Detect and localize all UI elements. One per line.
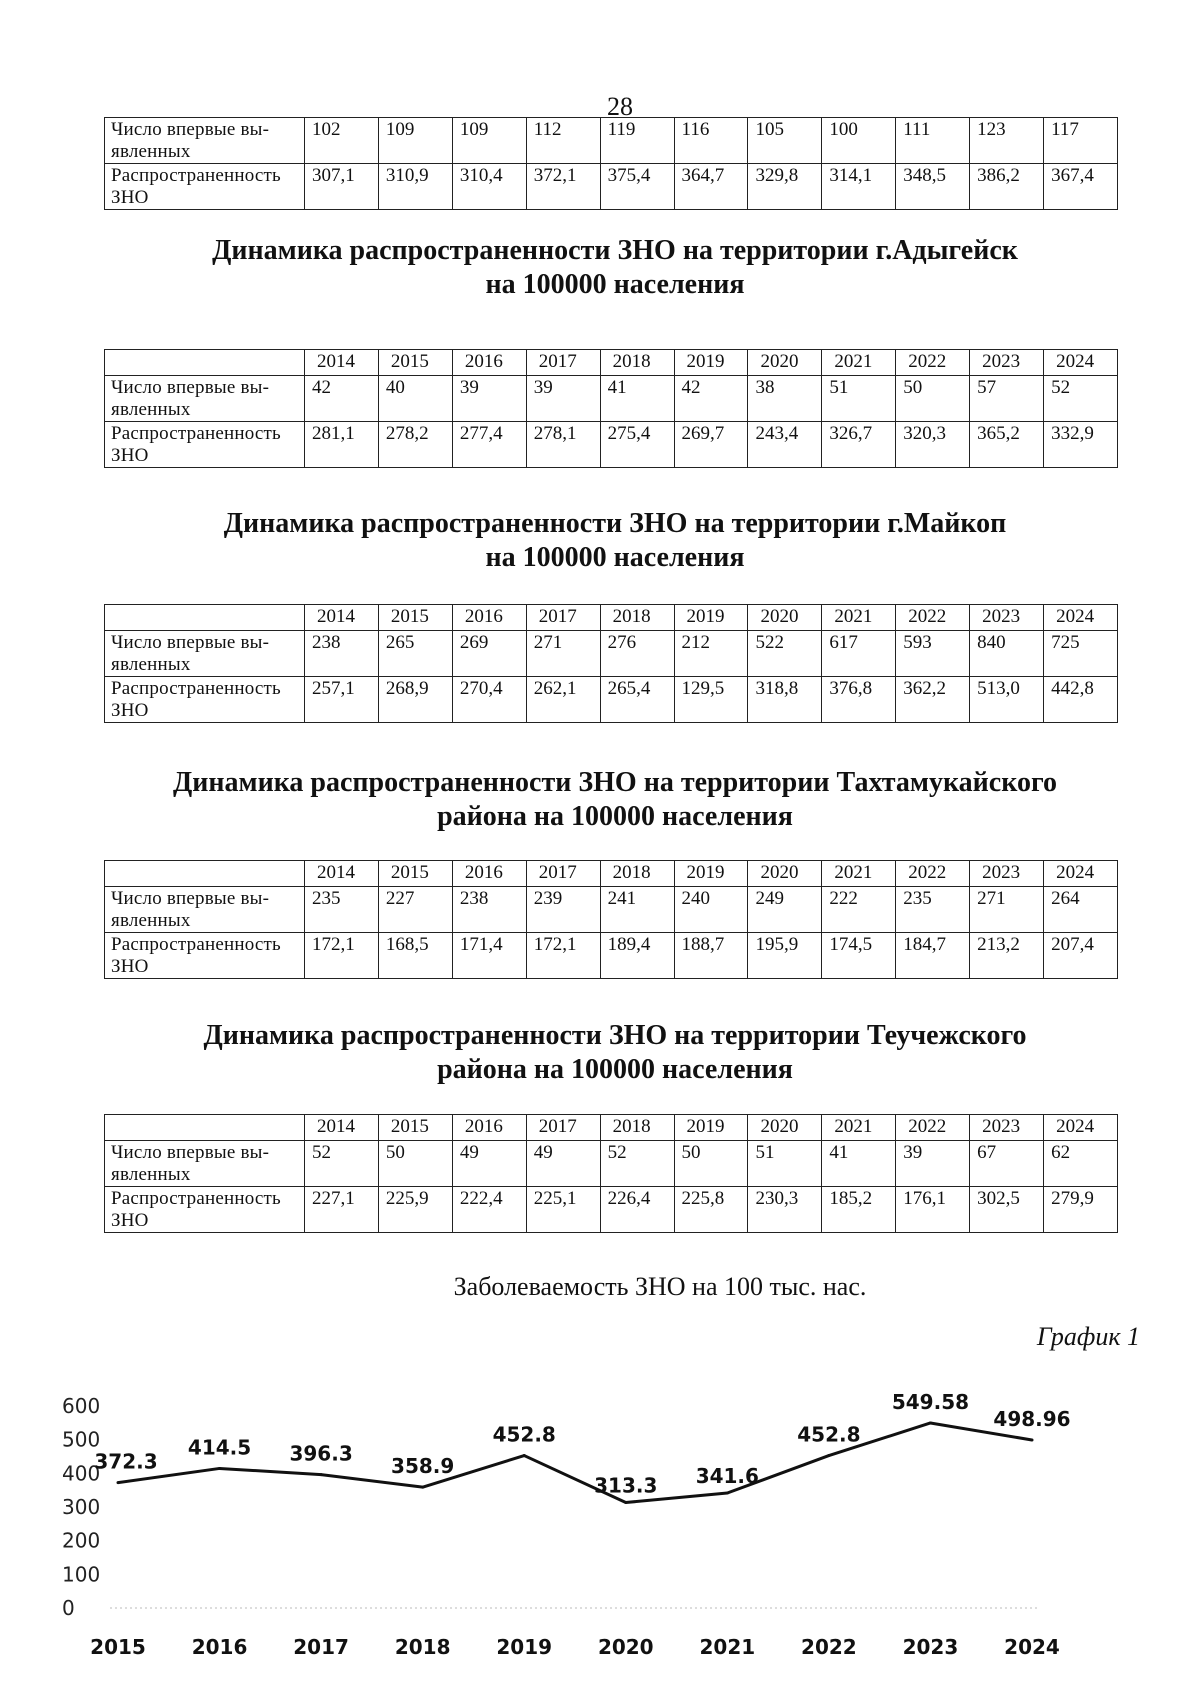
table-cell: 225,9 bbox=[378, 1187, 452, 1233]
row-label: Число впервые выявленных bbox=[105, 1141, 305, 1187]
year-header-cell: 2020 bbox=[748, 861, 822, 887]
y-tick-label: 400 bbox=[62, 1461, 101, 1486]
table-cell: 207,4 bbox=[1044, 933, 1118, 979]
y-tick-label: 500 bbox=[62, 1427, 101, 1452]
year-header-cell: 2022 bbox=[896, 1115, 970, 1141]
year-header-cell: 2014 bbox=[305, 350, 379, 376]
year-header-cell: 2020 bbox=[748, 605, 822, 631]
table-cell: 310,4 bbox=[452, 164, 526, 210]
table-cell: 442,8 bbox=[1044, 677, 1118, 723]
year-header-cell: 2023 bbox=[970, 1115, 1044, 1141]
data-point bbox=[827, 1454, 830, 1457]
year-header-cell: 2024 bbox=[1044, 1115, 1118, 1141]
table-cell: 230,3 bbox=[748, 1187, 822, 1233]
year-header-row bbox=[105, 1115, 1118, 1141]
row-label: Число впервые выявленных bbox=[105, 631, 305, 677]
year-header-cell: 2023 bbox=[970, 350, 1044, 376]
table-maykop bbox=[104, 604, 1118, 723]
x-tick-label: 2020 bbox=[597, 1635, 654, 1659]
corner-cell bbox=[105, 861, 305, 887]
year-header-row bbox=[105, 605, 1118, 631]
data-point bbox=[726, 1491, 729, 1494]
table-cell: 257,1 bbox=[305, 677, 379, 723]
year-header-cell: 2017 bbox=[526, 605, 600, 631]
table-cell: 100 bbox=[822, 118, 896, 164]
table-cell: 212 bbox=[674, 631, 748, 677]
y-tick-label: 100 bbox=[62, 1562, 101, 1587]
data-point bbox=[218, 1467, 221, 1470]
row-label: Распространенность ЗНО bbox=[105, 1187, 305, 1233]
year-header-cell: 2021 bbox=[822, 350, 896, 376]
section-title-maykop: Динамика распространенности ЗНО на территории г.Майкоп на 100000 населения bbox=[223, 508, 1007, 573]
table-cell: 57 bbox=[970, 376, 1044, 422]
table-row bbox=[105, 118, 1118, 164]
table-row bbox=[105, 1141, 1118, 1187]
row-label: Число впервые выявленных bbox=[105, 376, 305, 422]
table-cell: 365,2 bbox=[970, 422, 1044, 468]
x-tick-label: 2024 bbox=[1004, 1635, 1060, 1659]
table-cell: 329,8 bbox=[748, 164, 822, 210]
table-cell: 39 bbox=[452, 376, 526, 422]
incidence-line-chart bbox=[0, 1380, 1200, 1680]
table-cell: 235 bbox=[896, 887, 970, 933]
table-cell: 372,1 bbox=[526, 164, 600, 210]
table-cell: 222 bbox=[822, 887, 896, 933]
series-line bbox=[118, 1423, 1032, 1503]
data-label: 372.3 bbox=[94, 1449, 158, 1474]
data-point bbox=[421, 1486, 424, 1489]
table-cell: 189,4 bbox=[600, 933, 674, 979]
table-cell: 326,7 bbox=[822, 422, 896, 468]
table-cell: 222,4 bbox=[452, 1187, 526, 1233]
table-cell: 227 bbox=[378, 887, 452, 933]
data-point bbox=[624, 1501, 627, 1504]
year-header-row bbox=[105, 350, 1118, 376]
table-cell: 227,1 bbox=[305, 1187, 379, 1233]
table-cell: 367,4 bbox=[1044, 164, 1118, 210]
year-header-cell: 2015 bbox=[378, 1115, 452, 1141]
table-cell: 249 bbox=[748, 887, 822, 933]
row-label: Число впервые выявленных bbox=[105, 887, 305, 933]
y-tick-label: 0 bbox=[62, 1596, 75, 1620]
year-header-cell: 2014 bbox=[305, 1115, 379, 1141]
continued-table bbox=[104, 117, 1118, 210]
table-cell: 40 bbox=[378, 376, 452, 422]
x-tick-label: 2021 bbox=[699, 1635, 756, 1659]
table-cell: 376,8 bbox=[822, 677, 896, 723]
year-header-cell: 2019 bbox=[674, 861, 748, 887]
data-point bbox=[320, 1473, 323, 1476]
table-cell: 39 bbox=[896, 1141, 970, 1187]
corner-cell bbox=[105, 1115, 305, 1141]
data-label: 313.3 bbox=[594, 1473, 658, 1498]
x-tick-label: 2017 bbox=[293, 1635, 349, 1659]
table-cell: 172,1 bbox=[305, 933, 379, 979]
table-cell: 174,5 bbox=[822, 933, 896, 979]
corner-cell bbox=[105, 350, 305, 376]
row-label: Распространенность ЗНО bbox=[105, 677, 305, 723]
table-cell: 264 bbox=[1044, 887, 1118, 933]
table-cell: 278,1 bbox=[526, 422, 600, 468]
table-cell: 213,2 bbox=[970, 933, 1044, 979]
year-header-cell: 2021 bbox=[822, 605, 896, 631]
data-label: 341.6 bbox=[695, 1463, 759, 1488]
x-tick-label: 2016 bbox=[191, 1635, 248, 1659]
table-cell: 271 bbox=[970, 887, 1044, 933]
year-header-cell: 2015 bbox=[378, 350, 452, 376]
table-cell: 270,4 bbox=[452, 677, 526, 723]
data-label: 452.8 bbox=[797, 1422, 861, 1447]
table-cell: 617 bbox=[822, 631, 896, 677]
table-cell: 279,9 bbox=[1044, 1187, 1118, 1233]
year-header-row bbox=[105, 861, 1118, 887]
year-header-cell: 2022 bbox=[896, 861, 970, 887]
year-header-cell: 2016 bbox=[452, 861, 526, 887]
y-tick-label: 200 bbox=[62, 1528, 101, 1553]
page-number: 28 bbox=[607, 92, 633, 121]
section-title-adygeysk: Динамика распространенности ЗНО на территории г.Адыгейск на 100000 населения bbox=[212, 235, 1018, 300]
table-cell: 172,1 bbox=[526, 933, 600, 979]
data-label: 498.96 bbox=[993, 1407, 1071, 1432]
table-cell: 307,1 bbox=[305, 164, 379, 210]
year-header-cell: 2023 bbox=[970, 605, 1044, 631]
year-header-cell: 2018 bbox=[600, 1115, 674, 1141]
table-row bbox=[105, 376, 1118, 422]
year-header-cell: 2019 bbox=[674, 605, 748, 631]
year-header-cell: 2014 bbox=[305, 605, 379, 631]
table-cell: 109 bbox=[378, 118, 452, 164]
table-cell: 265 bbox=[378, 631, 452, 677]
table-cell: 238 bbox=[452, 887, 526, 933]
data-label: 358.9 bbox=[391, 1454, 455, 1479]
year-header-cell: 2019 bbox=[674, 1115, 748, 1141]
data-label: 396.3 bbox=[289, 1441, 353, 1466]
year-header-cell: 2024 bbox=[1044, 605, 1118, 631]
table-cell: 522 bbox=[748, 631, 822, 677]
year-header-cell: 2022 bbox=[896, 605, 970, 631]
table-cell: 314,1 bbox=[822, 164, 896, 210]
table-cell: 268,9 bbox=[378, 677, 452, 723]
table-cell: 176,1 bbox=[896, 1187, 970, 1233]
x-tick-label: 2019 bbox=[496, 1635, 553, 1659]
year-header-cell: 2021 bbox=[822, 1115, 896, 1141]
table-cell: 52 bbox=[1044, 376, 1118, 422]
year-header-cell: 2016 bbox=[452, 605, 526, 631]
year-header-cell: 2024 bbox=[1044, 861, 1118, 887]
table-cell: 105 bbox=[748, 118, 822, 164]
year-header-cell: 2017 bbox=[526, 1115, 600, 1141]
table-cell: 320,3 bbox=[896, 422, 970, 468]
table-cell: 51 bbox=[822, 376, 896, 422]
year-header-cell: 2014 bbox=[305, 861, 379, 887]
data-point bbox=[929, 1421, 932, 1424]
year-header-cell: 2016 bbox=[452, 350, 526, 376]
table-cell: 49 bbox=[526, 1141, 600, 1187]
table-cell: 348,5 bbox=[896, 164, 970, 210]
table-cell: 276 bbox=[600, 631, 674, 677]
table-cell: 226,4 bbox=[600, 1187, 674, 1233]
row-label: Распространенность ЗНО bbox=[105, 422, 305, 468]
row-label: Число впервые выявленных bbox=[105, 118, 305, 164]
year-header-cell: 2017 bbox=[526, 861, 600, 887]
table-cell: 275,4 bbox=[600, 422, 674, 468]
table-cell: 109 bbox=[452, 118, 526, 164]
table-cell: 168,5 bbox=[378, 933, 452, 979]
table-cell: 302,5 bbox=[970, 1187, 1044, 1233]
table-cell: 129,5 bbox=[674, 677, 748, 723]
table-cell: 241 bbox=[600, 887, 674, 933]
table-takhtamukay bbox=[104, 860, 1118, 979]
year-header-cell: 2022 bbox=[896, 350, 970, 376]
table-cell: 262,1 bbox=[526, 677, 600, 723]
data-point bbox=[1031, 1439, 1034, 1442]
table-cell: 50 bbox=[896, 376, 970, 422]
table-cell: 112 bbox=[526, 118, 600, 164]
table-cell: 225,8 bbox=[674, 1187, 748, 1233]
table-cell: 52 bbox=[305, 1141, 379, 1187]
year-header-cell: 2016 bbox=[452, 1115, 526, 1141]
table-cell: 362,2 bbox=[896, 677, 970, 723]
data-label: 452.8 bbox=[492, 1422, 556, 1447]
table-cell: 50 bbox=[378, 1141, 452, 1187]
x-tick-label: 2023 bbox=[902, 1635, 959, 1659]
table-cell: 195,9 bbox=[748, 933, 822, 979]
year-header-cell: 2015 bbox=[378, 861, 452, 887]
row-label: Распространенность ЗНО bbox=[105, 933, 305, 979]
year-header-cell: 2018 bbox=[600, 350, 674, 376]
table-cell: 593 bbox=[896, 631, 970, 677]
table-cell: 171,4 bbox=[452, 933, 526, 979]
year-header-cell: 2015 bbox=[378, 605, 452, 631]
year-header-cell: 2020 bbox=[748, 1115, 822, 1141]
year-header-cell: 2018 bbox=[600, 605, 674, 631]
table-cell: 51 bbox=[748, 1141, 822, 1187]
table-cell: 310,9 bbox=[378, 164, 452, 210]
table-cell: 269,7 bbox=[674, 422, 748, 468]
table-row bbox=[105, 164, 1118, 210]
x-tick-label: 2022 bbox=[801, 1635, 857, 1659]
table-cell: 239 bbox=[526, 887, 600, 933]
table-cell: 332,9 bbox=[1044, 422, 1118, 468]
table-cell: 39 bbox=[526, 376, 600, 422]
table-cell: 41 bbox=[822, 1141, 896, 1187]
table-cell: 375,4 bbox=[600, 164, 674, 210]
data-point bbox=[523, 1454, 526, 1457]
year-header-cell: 2021 bbox=[822, 861, 896, 887]
y-tick-label: 300 bbox=[62, 1495, 101, 1519]
table-cell: 235 bbox=[305, 887, 379, 933]
table-cell: 50 bbox=[674, 1141, 748, 1187]
chart-reference: График 1 bbox=[1036, 1322, 1140, 1351]
table-cell: 278,2 bbox=[378, 422, 452, 468]
year-header-cell: 2018 bbox=[600, 861, 674, 887]
corner-cell bbox=[105, 605, 305, 631]
x-tick-label: 2015 bbox=[90, 1635, 146, 1659]
table-cell: 725 bbox=[1044, 631, 1118, 677]
section-title-takhtamukay: Динамика распространенности ЗНО на территории Тахтамукайского района на 100000 населения bbox=[172, 767, 1058, 832]
x-tick-label: 2018 bbox=[394, 1635, 451, 1659]
year-header-cell: 2017 bbox=[526, 350, 600, 376]
table-cell: 225,1 bbox=[526, 1187, 600, 1233]
table-cell: 102 bbox=[305, 118, 379, 164]
y-tick-label: 600 bbox=[62, 1394, 101, 1418]
table-cell: 184,7 bbox=[896, 933, 970, 979]
table-cell: 42 bbox=[674, 376, 748, 422]
table-cell: 67 bbox=[970, 1141, 1044, 1187]
table-cell: 265,4 bbox=[600, 677, 674, 723]
table-cell: 240 bbox=[674, 887, 748, 933]
year-header-cell: 2019 bbox=[674, 350, 748, 376]
table-cell: 62 bbox=[1044, 1141, 1118, 1187]
chart-caption: Заболеваемость ЗНО на 100 тыс. нас. bbox=[453, 1272, 867, 1301]
table-cell: 52 bbox=[600, 1141, 674, 1187]
table-cell: 116 bbox=[674, 118, 748, 164]
table-cell: 513,0 bbox=[970, 677, 1044, 723]
section-title-teuchezh: Динамика распространенности ЗНО на территории Теучежского района на 100000 населения bbox=[203, 1020, 1027, 1085]
data-label: 414.5 bbox=[187, 1435, 252, 1460]
table-row bbox=[105, 933, 1118, 979]
table-row bbox=[105, 677, 1118, 723]
data-label: 549.58 bbox=[891, 1389, 970, 1414]
table-cell: 364,7 bbox=[674, 164, 748, 210]
table-row bbox=[105, 887, 1118, 933]
table-row bbox=[105, 631, 1118, 677]
table-cell: 269 bbox=[452, 631, 526, 677]
year-header-cell: 2020 bbox=[748, 350, 822, 376]
table-cell: 188,7 bbox=[674, 933, 748, 979]
table-cell: 281,1 bbox=[305, 422, 379, 468]
table-cell: 41 bbox=[600, 376, 674, 422]
table-cell: 318,8 bbox=[748, 677, 822, 723]
table-cell: 238 bbox=[305, 631, 379, 677]
table-teuchezh bbox=[104, 1114, 1118, 1233]
table-cell: 185,2 bbox=[822, 1187, 896, 1233]
table-cell: 49 bbox=[452, 1141, 526, 1187]
table-cell: 277,4 bbox=[452, 422, 526, 468]
year-header-cell: 2024 bbox=[1044, 350, 1118, 376]
table-row bbox=[105, 422, 1118, 468]
year-header-cell: 2023 bbox=[970, 861, 1044, 887]
table-cell: 117 bbox=[1044, 118, 1118, 164]
table-row bbox=[105, 1187, 1118, 1233]
table-cell: 271 bbox=[526, 631, 600, 677]
table-cell: 119 bbox=[600, 118, 674, 164]
table-cell: 42 bbox=[305, 376, 379, 422]
table-cell: 111 bbox=[896, 118, 970, 164]
table-cell: 243,4 bbox=[748, 422, 822, 468]
data-point bbox=[117, 1481, 120, 1484]
table-cell: 386,2 bbox=[970, 164, 1044, 210]
row-label: Распространенность ЗНО bbox=[105, 164, 305, 210]
table-cell: 38 bbox=[748, 376, 822, 422]
table-adygeysk bbox=[104, 349, 1118, 468]
table-cell: 123 bbox=[970, 118, 1044, 164]
table-cell: 840 bbox=[970, 631, 1044, 677]
